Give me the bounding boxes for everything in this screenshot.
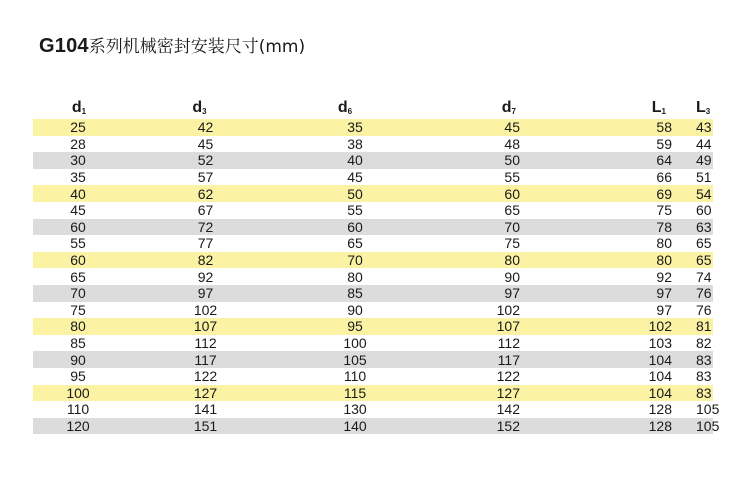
table-row	[33, 385, 713, 402]
cell-L3: 54	[696, 185, 712, 202]
cell-d3: 52	[121, 152, 278, 169]
cell-L1: 104	[586, 385, 696, 402]
cell-d6: 80	[278, 268, 406, 285]
cell-L3: 105	[696, 401, 720, 418]
cell-L3: 74	[696, 268, 712, 285]
cell-L3: 76	[696, 301, 712, 318]
cell-d6: 110	[278, 368, 406, 385]
cell-L1: 80	[586, 235, 696, 252]
cell-d7: 48	[406, 136, 586, 153]
table-row	[33, 368, 713, 385]
cell-L3: 83	[696, 368, 712, 385]
cell-d6: 85	[278, 285, 406, 302]
column-header-d3: $d_3$	[192, 99, 207, 116]
cell-d1: 120	[33, 418, 121, 435]
cell-d3: 42	[121, 119, 278, 136]
column-header-d6: $d_6$	[337, 99, 353, 116]
cell-L3: 44	[696, 135, 712, 152]
cell-L1: 128	[586, 418, 696, 435]
cell-d6: 140	[278, 418, 406, 435]
cell-d3: 127	[121, 385, 278, 402]
cell-d7: 50	[406, 152, 586, 169]
cell-L1: 128	[586, 401, 696, 418]
cell-L3: 63	[696, 218, 712, 235]
cell-d7: 97	[406, 285, 586, 302]
cell-d7: 80	[406, 252, 586, 269]
table-row	[33, 418, 713, 435]
cell-d7: 122	[406, 368, 586, 385]
cell-d7: 75	[406, 235, 586, 252]
cell-d6: 60	[278, 219, 406, 236]
column-header-L1: $L_1$	[651, 99, 666, 116]
dimension-table	[33, 93, 720, 434]
cell-L1: 97	[586, 285, 696, 302]
cell-L1: 66	[586, 169, 696, 186]
table-row	[33, 335, 713, 352]
cell-d7: 70	[406, 219, 586, 236]
header-row	[33, 93, 713, 119]
cell-L1: 103	[586, 335, 696, 352]
cell-d3: 107	[121, 318, 278, 335]
cell-d6: 105	[278, 351, 406, 368]
cell-d3: 92	[121, 268, 278, 285]
cell-L3: 82	[696, 335, 712, 352]
cell-d7: 55	[406, 169, 586, 186]
table-row	[33, 302, 713, 319]
cell-d6: 100	[278, 335, 406, 352]
table-row	[33, 136, 713, 153]
cell-d1: 28	[33, 136, 121, 153]
cell-L1: 104	[586, 351, 696, 368]
cell-d6: 95	[278, 318, 406, 335]
table-header	[33, 93, 713, 119]
cell-d7: 45	[406, 119, 586, 136]
cell-d7: 112	[406, 335, 586, 352]
cell-d6: 115	[278, 385, 406, 402]
cell-d1: 90	[33, 351, 121, 368]
cell-L1: 78	[586, 219, 696, 236]
table-row	[33, 119, 713, 136]
cell-d7: 142	[406, 401, 586, 418]
table-row	[33, 185, 713, 202]
title-code: G104	[39, 35, 89, 57]
cell-d7: 60	[406, 185, 586, 202]
cell-d1: 110	[33, 401, 121, 418]
cell-d1: 80	[33, 318, 121, 335]
cell-d3: 97	[121, 285, 278, 302]
cell-d1: 85	[33, 335, 121, 352]
cell-d6: 40	[278, 152, 406, 169]
table-row	[33, 318, 713, 335]
table-row	[33, 351, 713, 368]
cell-d1: 65	[33, 268, 121, 285]
cell-d3: 62	[121, 185, 278, 202]
cell-d1: 60	[33, 219, 121, 236]
cell-L3: 43	[696, 119, 712, 136]
cell-d1: 45	[33, 202, 121, 219]
cell-L3: 105	[696, 417, 720, 434]
cell-d7: 90	[406, 268, 586, 285]
cell-d6: 90	[278, 302, 406, 319]
table-row	[33, 268, 713, 285]
cell-d7: 152	[406, 418, 586, 435]
cell-L1: 80	[586, 252, 696, 269]
cell-d6: 65	[278, 235, 406, 252]
page-title	[39, 34, 305, 59]
cell-d1: 95	[33, 368, 121, 385]
cell-d1: 30	[33, 152, 121, 169]
cell-d6: 45	[278, 169, 406, 186]
cell-d3: 112	[121, 335, 278, 352]
cell-L1: 75	[586, 202, 696, 219]
table-row	[33, 152, 713, 169]
title-text: 系列机械密封安装尺寸(mm)	[88, 37, 306, 57]
table-row	[33, 401, 713, 418]
cell-d6: 70	[278, 252, 406, 269]
cell-d7: 127	[406, 385, 586, 402]
cell-d3: 117	[121, 351, 278, 368]
cell-L3: 51	[696, 169, 712, 186]
cell-L3: 65	[696, 235, 712, 252]
table-row	[33, 235, 713, 252]
cell-d6: 55	[278, 202, 406, 219]
cell-L1: 97	[586, 302, 696, 319]
table-row	[33, 252, 713, 269]
cell-L3: 65	[696, 252, 712, 269]
cell-d3: 122	[121, 368, 278, 385]
cell-d7: 65	[406, 202, 586, 219]
cell-d1: 25	[33, 119, 121, 136]
table-row	[33, 219, 713, 236]
cell-d3: 141	[121, 401, 278, 418]
cell-d3: 151	[121, 418, 278, 435]
cell-d3: 57	[121, 169, 278, 186]
column-header-d1: $d_1$	[71, 99, 87, 116]
cell-L3: 49	[696, 152, 712, 169]
cell-d3: 45	[121, 136, 278, 153]
cell-d1: 75	[33, 302, 121, 319]
cell-d1: 35	[33, 169, 121, 186]
table-row	[33, 169, 713, 186]
table-row	[33, 285, 713, 302]
cell-d3: 102	[121, 302, 278, 319]
cell-L1: 102	[586, 318, 696, 335]
cell-L1: 104	[586, 368, 696, 385]
cell-L1: 69	[586, 185, 696, 202]
cell-L3: 83	[696, 384, 712, 401]
cell-d1: 70	[33, 285, 121, 302]
cell-d7: 117	[406, 351, 586, 368]
cell-d1: 40	[33, 185, 121, 202]
cell-d3: 77	[121, 235, 278, 252]
cell-d6: 50	[278, 185, 406, 202]
column-header-d7: $d_7$	[501, 99, 516, 116]
cell-L1: 92	[586, 268, 696, 285]
column-header-L3: $L_3$	[696, 99, 711, 116]
cell-L1: 64	[586, 152, 696, 169]
cell-L3: 81	[696, 318, 712, 335]
cell-L1: 58	[586, 119, 696, 136]
table-body	[33, 119, 720, 434]
cell-d7: 107	[406, 318, 586, 335]
cell-L1: 59	[586, 136, 696, 153]
cell-d3: 82	[121, 252, 278, 269]
cell-d3: 72	[121, 219, 278, 236]
cell-d1: 60	[33, 252, 121, 269]
cell-d3: 67	[121, 202, 278, 219]
cell-d1: 100	[33, 385, 121, 402]
table-row	[33, 202, 713, 219]
cell-d6: 130	[278, 401, 406, 418]
cell-L3: 76	[696, 285, 712, 302]
cell-d1: 55	[33, 235, 121, 252]
cell-L3: 83	[696, 351, 712, 368]
cell-d6: 35	[278, 119, 406, 136]
cell-L3: 60	[696, 202, 712, 219]
cell-d6: 38	[278, 136, 406, 153]
cell-d7: 102	[406, 302, 586, 319]
